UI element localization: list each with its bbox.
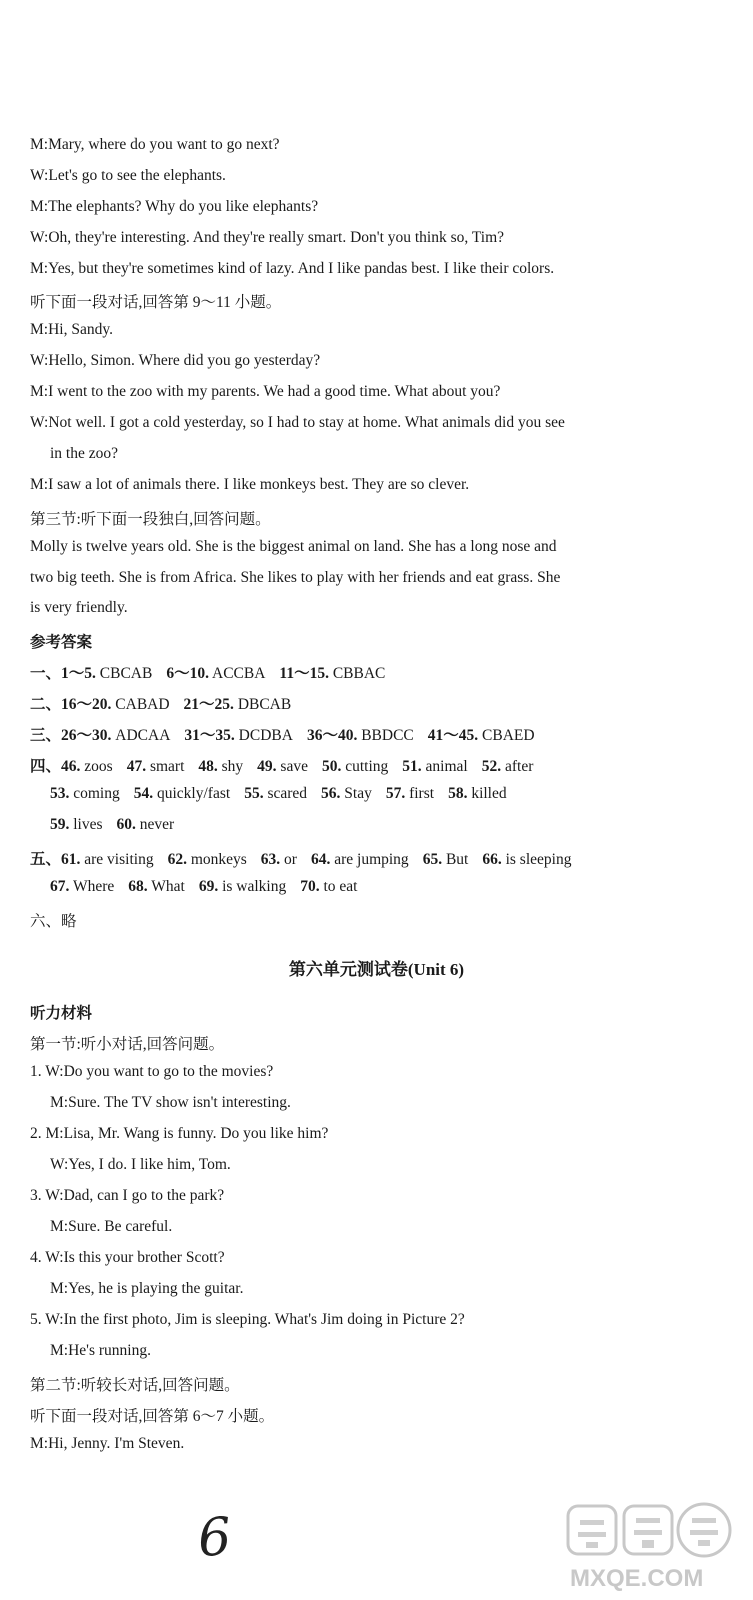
text-line: 听下面一段对话,回答第 9～11 小题。 xyxy=(30,294,282,311)
text-line: M:Sure. Be careful. xyxy=(50,1218,173,1235)
answer-prefix: 一、 xyxy=(30,665,62,682)
answer-item xyxy=(257,758,308,775)
text-line: 2. M:Lisa, Mr. Wang is funny. Do you like him? xyxy=(30,1125,329,1142)
answer-number: 68. xyxy=(128,878,148,895)
answer-item xyxy=(61,758,113,775)
answer-value: CBBAC xyxy=(328,665,386,682)
text-line: W:Hello, Simon. Where did you go yesterday? xyxy=(30,352,321,369)
answer-number: 67. xyxy=(50,878,70,895)
answer-number: 60. xyxy=(116,816,136,833)
answer-item xyxy=(300,878,357,895)
answer-item xyxy=(482,851,571,868)
answer-row xyxy=(30,692,305,714)
answer-number: 21～25. xyxy=(183,696,234,713)
answer-item xyxy=(61,851,154,868)
answer-number: 26～30. xyxy=(61,727,112,744)
answer-prefix: 二、 xyxy=(30,696,62,713)
answer-value: killed xyxy=(467,785,507,802)
answer-number: 36～40. xyxy=(306,727,358,744)
text-line: M:Hi, Sandy. xyxy=(30,321,113,338)
answer-number: 66. xyxy=(482,851,502,868)
answer-number: 49. xyxy=(257,758,277,775)
answer-item xyxy=(50,878,114,895)
answer-value: after xyxy=(501,758,534,775)
answer-number: 63. xyxy=(260,851,281,868)
answer-value: monkeys xyxy=(186,851,247,868)
answer-number: 16～20. xyxy=(61,696,112,713)
answer-row xyxy=(50,816,188,834)
answer-item xyxy=(482,758,534,775)
watermark-url: MXQE.COM xyxy=(570,1565,704,1592)
answer-item xyxy=(134,785,230,802)
text-line: 4. W:Is this your brother Scott? xyxy=(30,1249,225,1266)
answer-number: 54. xyxy=(133,785,154,802)
answer-item xyxy=(261,851,297,868)
answer-value: coming xyxy=(69,785,120,802)
answer-value: shy xyxy=(217,758,244,775)
answer-number: 6～10. xyxy=(166,665,209,682)
text-line: W:Oh, they're interesting. And they're really smart. Don't you think so, Tim? xyxy=(30,229,505,246)
text-line: in the zoo? xyxy=(50,445,119,462)
answer-item xyxy=(311,851,409,868)
answer-value: What xyxy=(147,878,185,895)
answer-number: 69. xyxy=(198,878,219,895)
text-line: W:Let's go to see the elephants. xyxy=(30,167,226,184)
answer-row: 六、略 xyxy=(30,913,77,930)
answer-value: ACCBA xyxy=(208,665,266,682)
text-line: M:He's running. xyxy=(50,1342,151,1359)
answer-value: is walking xyxy=(218,878,287,895)
answer-number: 1～5. xyxy=(61,665,96,682)
answer-number: 65. xyxy=(422,851,443,868)
answer-item xyxy=(166,665,265,682)
answer-row xyxy=(30,847,585,869)
answer-value: BBDCC xyxy=(357,727,414,744)
answer-number: 58. xyxy=(448,785,468,802)
answer-value: is sleeping xyxy=(501,851,572,868)
answer-number: 50. xyxy=(321,758,342,775)
section-heading: 第二节:听较长对话,回答问题。 xyxy=(30,1377,240,1394)
answer-item xyxy=(61,696,170,713)
text-line: 3. W:Dad, can I go to the park? xyxy=(30,1187,225,1204)
text-line: M:The elephants? Why do you like elephants? xyxy=(30,198,319,215)
watermark-logo xyxy=(562,1500,742,1592)
answer-number: 51. xyxy=(402,758,422,775)
text-line: Molly is twelve years old. She is the biggest animal on land. She has a long nose and xyxy=(30,538,557,555)
answer-item xyxy=(50,785,120,802)
answer-item xyxy=(448,785,507,802)
answer-value: quickly/fast xyxy=(153,785,231,802)
answer-value: zoos xyxy=(80,758,113,775)
text-line: W:Yes, I do. I like him, Tom. xyxy=(50,1156,231,1173)
answer-item xyxy=(279,665,385,682)
answer-item xyxy=(117,816,175,833)
answer-prefix: 三、 xyxy=(30,727,62,744)
answer-value: CBAED xyxy=(478,727,535,744)
answer-item xyxy=(307,727,414,744)
text-line: W:Not well. I got a cold yesterday, so I had to stay at home. What animals did you see xyxy=(30,414,565,431)
answer-value: Stay xyxy=(340,785,372,802)
answer-row xyxy=(50,785,521,803)
answer-number: 41～45. xyxy=(427,727,479,744)
answer-number: 47. xyxy=(126,758,147,775)
text-line: M:Sure. The TV show isn't interesting. xyxy=(50,1094,291,1111)
answer-value: CABAD xyxy=(111,696,170,713)
answer-number: 61. xyxy=(61,851,81,868)
answer-row xyxy=(30,754,547,776)
answer-number: 46. xyxy=(61,758,81,775)
answer-value: animal xyxy=(421,758,468,775)
answer-value: DCDBA xyxy=(234,727,293,744)
text-line: 听下面一段对话,回答第 6～7 小题。 xyxy=(30,1408,275,1425)
answer-item xyxy=(322,758,388,775)
text-line: two big teeth. She is from Africa. She likes to play with her friends and eat grass. She xyxy=(30,569,561,586)
answer-value: to eat xyxy=(319,878,358,895)
answer-item xyxy=(184,727,293,744)
answer-item xyxy=(61,727,170,744)
answer-value: But xyxy=(442,851,469,868)
text-line: M:I saw a lot of animals there. I like monkeys best. They are so clever. xyxy=(30,476,470,493)
answer-value: lives xyxy=(69,816,103,833)
answer-row xyxy=(50,878,371,896)
handwritten-page-number: 6 xyxy=(195,1506,234,1570)
answer-value: ADCAA xyxy=(111,727,171,744)
answer-item xyxy=(199,878,286,895)
text-line: M:Mary, where do you want to go next? xyxy=(30,136,280,153)
answer-value: first xyxy=(405,785,435,802)
section-heading: 第三节:听下面一段独白,回答问题。 xyxy=(30,511,271,528)
answer-item xyxy=(184,696,292,713)
answer-item xyxy=(402,758,467,775)
answer-item xyxy=(50,816,103,833)
answer-prefix: 四、 xyxy=(30,758,62,775)
answer-number: 57. xyxy=(385,785,406,802)
answer-value: cutting xyxy=(341,758,389,775)
text-line: M:Yes, he is playing the guitar. xyxy=(50,1280,244,1297)
answers-heading: 参考答案 xyxy=(30,634,93,651)
answer-number: 64. xyxy=(310,851,331,868)
text-line: M:Hi, Jenny. I'm Steven. xyxy=(30,1435,185,1452)
answer-value: scared xyxy=(263,785,308,802)
answer-prefix: 五、 xyxy=(30,851,62,868)
answer-value: are jumping xyxy=(330,851,409,868)
answer-value: smart xyxy=(146,758,185,775)
answer-value: save xyxy=(276,758,308,775)
text-line: 5. W:In the first photo, Jim is sleeping. What's Jim doing in Picture 2? xyxy=(30,1311,465,1328)
unit-title: 第六单元测试卷(Unit 6) xyxy=(288,960,465,979)
text-line: 1. W:Do you want to go to the movies? xyxy=(30,1063,274,1080)
answer-number: 31～35. xyxy=(184,727,235,744)
listening-heading: 听力材料 xyxy=(30,1005,93,1022)
answer-number: 70. xyxy=(300,878,320,895)
answer-item xyxy=(428,727,535,744)
answer-number: 55. xyxy=(244,785,264,802)
text-line: is very friendly. xyxy=(30,599,128,616)
answer-value: DBCAB xyxy=(233,696,292,713)
answer-number: 56. xyxy=(321,785,341,802)
answer-value: CBCAB xyxy=(95,665,153,682)
answer-number: 53. xyxy=(50,785,70,802)
answer-value: or xyxy=(280,851,297,868)
answer-value: Where xyxy=(69,878,115,895)
section-heading: 第一节:听小对话,回答问题。 xyxy=(30,1036,225,1053)
answer-item xyxy=(127,758,185,775)
text-line: M:I went to the zoo with my parents. We had a good time. What about you? xyxy=(30,383,501,400)
answer-item xyxy=(61,665,152,682)
answer-number: 59. xyxy=(50,816,70,833)
answer-item xyxy=(423,851,469,868)
answer-item xyxy=(244,785,307,802)
answer-item xyxy=(168,851,247,868)
answer-value: are visiting xyxy=(80,851,154,868)
answer-value: never xyxy=(135,816,175,833)
answer-item xyxy=(386,785,434,802)
answer-row xyxy=(30,661,399,683)
answer-item xyxy=(321,785,372,802)
answer-number: 52. xyxy=(481,758,502,775)
answer-item xyxy=(128,878,185,895)
answer-item xyxy=(198,758,243,775)
answer-row xyxy=(30,723,549,745)
answer-number: 11～15. xyxy=(279,665,329,682)
text-line: M:Yes, but they're sometimes kind of lazy. And I like pandas best. I like their colors. xyxy=(30,260,555,277)
answer-number: 48. xyxy=(198,758,218,775)
answer-number: 62. xyxy=(167,851,187,868)
